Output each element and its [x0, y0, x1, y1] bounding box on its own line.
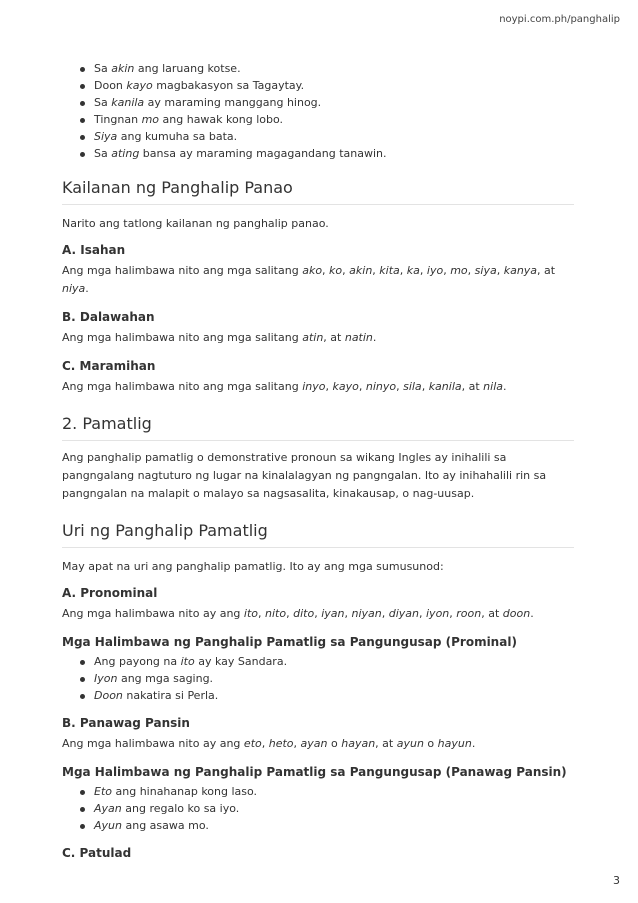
italic-term: ko — [329, 264, 343, 277]
italic-term: natin — [344, 331, 373, 344]
list-item: Sa kanila ay maraming manggang hinog. — [94, 94, 574, 111]
pamatlig-text: Ang panghalip pamatlig o demonstrative pronoun sa wikang Ingles ay inihalili sa pangngalang nagtuturo ng lugar na kinalalagyan ng pangngalan. Ito ay inihahalili rin sa pangngalan na malapit o malayo sa nagsasalita, kinakausap, o nag-uusap. — [62, 451, 547, 500]
italic-term: kanila — [111, 96, 145, 109]
list-item: Sa akin ang laruang kotse. — [94, 60, 574, 77]
list-item: Sa ating bansa ay maraming magagandang tanawin. — [94, 145, 574, 162]
section-heading-kailanan: Kailanan ng Panghalip Panao — [62, 178, 574, 205]
italic-term: ayun — [396, 737, 424, 750]
italic-term: kanila — [428, 380, 462, 393]
panawag-example-list — [62, 783, 574, 834]
list-item: Ayan ang regalo ko sa iyo. — [94, 800, 574, 817]
list-item: Iyon ang mga saging. — [94, 670, 574, 687]
subheading-isahan: A. Isahan — [62, 243, 126, 257]
list-item: Ang payong na ito ay kay Sandara. — [94, 653, 574, 670]
italic-term: ito — [180, 655, 195, 668]
subheading-prominal-examples: Mga Halimbawa ng Panghalip Pamatlig sa Pangungusap (Prominal) — [62, 635, 517, 649]
italic-term: diyan — [388, 607, 419, 620]
section-heading-uri: Uri ng Panghalip Pamatlig — [62, 521, 574, 548]
italic-term: sila — [403, 380, 422, 393]
section-heading-pamatlig: 2. Pamatlig — [62, 414, 574, 441]
italic-term: kayo — [332, 380, 359, 393]
italic-term: hayun — [437, 737, 472, 750]
italic-term: akin — [349, 264, 373, 277]
kailanan-intro: Narito ang tatlong kailanan ng panghalip panao. — [62, 217, 329, 230]
panawag-text: Ang mga halimbawa nito ay ang eto, heto, ayan o hayan, at ayun o hayun. — [62, 737, 476, 750]
subheading-panawag-examples: Mga Halimbawa ng Panghalip Pamatlig sa Pangungusap (Panawag Pansin) — [62, 765, 567, 779]
italic-term: Ayun — [94, 819, 122, 832]
italic-term: Iyon — [94, 672, 118, 685]
italic-term: mo — [450, 264, 468, 277]
isahan-text: Ang mga halimbawa nito ang mga salitang ako, ko, akin, kita, ka, iyo, mo, siya, kanya, at niya. — [62, 264, 556, 295]
italic-term: akin — [111, 62, 135, 75]
list-item: Eto ang hinahanap kong laso. — [94, 783, 574, 800]
italic-term: roon — [456, 607, 482, 620]
italic-term: ka — [406, 264, 420, 277]
italic-term: kanya — [503, 264, 538, 277]
list-item: Ayun ang asawa mo. — [94, 817, 574, 834]
example-list — [62, 60, 574, 162]
italic-term: heto — [268, 737, 294, 750]
dalawahan-text: Ang mga halimbawa nito ang mga salitang atin, at natin. — [62, 331, 377, 344]
italic-term: siya — [474, 264, 497, 277]
italic-term: niya — [62, 282, 86, 295]
italic-term: ako — [302, 264, 323, 277]
italic-term: doon — [502, 607, 531, 620]
prominal-example-list — [62, 653, 574, 704]
list-item: Tingnan mo ang hawak kong lobo. — [94, 111, 574, 128]
italic-term: ninyo — [365, 380, 397, 393]
italic-term: eto — [243, 737, 262, 750]
italic-term: dito — [293, 607, 315, 620]
italic-term: Eto — [94, 785, 112, 798]
subheading-panawag-pansin: B. Panawag Pansin — [62, 716, 190, 730]
italic-term: ayan — [300, 737, 328, 750]
subheading-maramihan: C. Maramihan — [62, 359, 156, 373]
italic-term: atin — [302, 331, 324, 344]
italic-term: ito — [243, 607, 259, 620]
maramihan-text: Ang mga halimbawa nito ang mga salitang inyo, kayo, ninyo, sila, kanila, at nila. — [62, 380, 507, 393]
italic-term: niyan — [351, 607, 382, 620]
list-item: Doon kayo magbakasyon sa Tagaytay. — [94, 77, 574, 94]
italic-term: kayo — [126, 79, 153, 92]
document-content — [62, 60, 574, 860]
italic-term: nito — [265, 607, 287, 620]
italic-term: hayan — [341, 737, 376, 750]
italic-term: Ayan — [94, 802, 122, 815]
italic-term: iyan — [321, 607, 345, 620]
page-url: noypi.com.ph/panghalip — [499, 14, 620, 25]
pronominal-text: Ang mga halimbawa nito ay ang ito, nito, dito, iyan, niyan, diyan, iyon, roon, at doon. — [62, 607, 534, 620]
subheading-dalawahan: B. Dalawahan — [62, 310, 155, 324]
subheading-patulad: C. Patulad — [62, 846, 132, 860]
subheading-pronominal: A. Pronominal — [62, 586, 158, 600]
list-item: Siya ang kumuha sa bata. — [94, 128, 574, 145]
italic-term: kita — [379, 264, 400, 277]
italic-term: Siya — [94, 130, 118, 143]
italic-term: Doon — [94, 689, 123, 702]
italic-term: mo — [141, 113, 160, 126]
italic-term: inyo — [302, 380, 326, 393]
italic-term: ating — [111, 147, 140, 160]
italic-term: nila — [483, 380, 503, 393]
list-item: Doon nakatira si Perla. — [94, 687, 574, 704]
uri-intro: May apat na uri ang panghalip pamatlig. Ito ay ang mga sumusunod: — [62, 560, 444, 573]
page-number: 3 — [613, 874, 620, 887]
italic-term: iyon — [426, 607, 450, 620]
italic-term: iyo — [426, 264, 444, 277]
